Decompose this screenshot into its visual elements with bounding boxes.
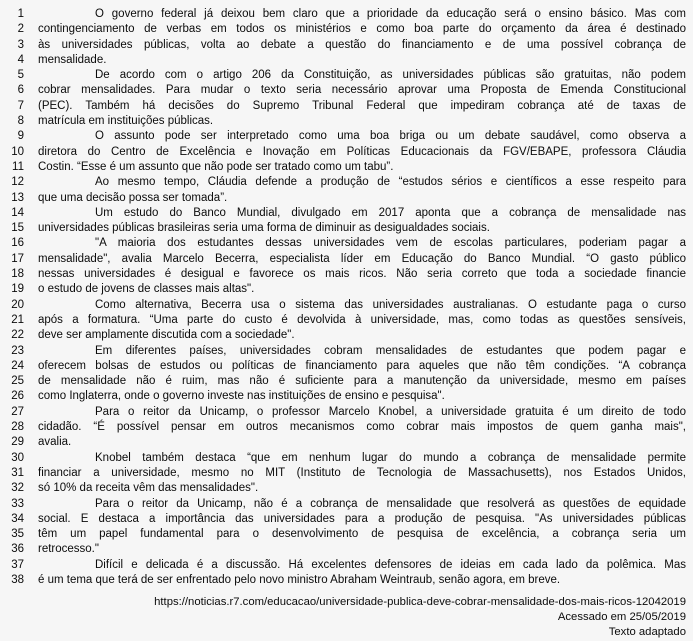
text-line	[0, 374, 693, 389]
text-line	[0, 573, 693, 588]
line-number: 2	[17, 23, 24, 36]
text-line	[0, 420, 693, 435]
line-number: 27	[11, 405, 24, 418]
line-number: 17	[11, 252, 24, 265]
line-text: oferecem bolsas de estudos ou políticas de financiamento para aqueles que não têm condições. “A cobrança	[38, 359, 686, 372]
text-line	[0, 145, 693, 160]
line-number: 21	[11, 313, 24, 326]
line-text: retrocesso."	[38, 543, 99, 556]
text-line	[0, 160, 693, 175]
line-text: Ao mesmo tempo, Cláudia defende a produção de “estudos sérios e científicos a esse respeito para	[95, 176, 686, 189]
line-text: só 10% da receita vêm das mensalidades".	[38, 482, 259, 495]
text-line	[0, 389, 693, 404]
line-number: 18	[11, 268, 24, 281]
text-line	[0, 114, 693, 129]
text-line	[0, 481, 693, 496]
numbered-text-block	[0, 7, 693, 588]
line-number: 4	[17, 53, 24, 66]
text-line	[0, 313, 693, 328]
line-number: 31	[11, 466, 24, 479]
line-text: têm um papel fundamental para o desenvolvimento de pesquisa de excelência, a cobrança seria um	[38, 528, 686, 541]
line-text: diretora do Centro de Excelência e Inovação em Políticas Educacionais da FGV/EBAPE, professora Cláudia	[38, 145, 686, 158]
line-text: é um tema que terá de ser enfrentado pelo novo ministro Abraham Weintraub, senão agora, em breve.	[38, 573, 561, 586]
line-text: de mensalidade não é ruim, mas não é suficiente para a manutenção da universidade, mesmo em países	[38, 375, 686, 388]
text-line	[0, 527, 693, 542]
line-text: Em diferentes países, universidades cobram mensalidades de estudantes que podem pagar e	[95, 344, 686, 357]
text-line	[0, 267, 693, 282]
line-number: 34	[11, 512, 24, 525]
line-text: social. E destaca a importância das universidades para a produção de pesquisa. "As universidades públicas	[38, 512, 686, 525]
line-text: O governo federal já deixou bem claro que a prioridade da educação será o ensino básico. Mas com	[95, 8, 686, 20]
text-line	[0, 68, 693, 83]
text-line	[0, 7, 693, 22]
text-line	[0, 558, 693, 573]
line-number: 3	[17, 38, 24, 51]
text-line	[0, 328, 693, 343]
text-line	[0, 99, 693, 114]
text-line	[0, 175, 693, 190]
line-number: 14	[11, 206, 24, 219]
line-number: 26	[11, 390, 24, 403]
line-number: 13	[11, 191, 24, 204]
line-number: 25	[11, 375, 24, 388]
line-number: 24	[11, 359, 24, 372]
source-footer	[0, 595, 693, 640]
text-line	[0, 542, 693, 557]
source-url: https://noticias.r7.com/educacao/universidade-publica-deve-cobrar-mensalidade-dos-mais-ricos-12042019	[154, 596, 686, 609]
line-text: Para o reitor da Unicamp, não é a cobrança de mensalidade que resolverá as questões de equidade	[95, 497, 686, 510]
text-line	[0, 497, 693, 512]
text-line	[0, 129, 693, 144]
text-line	[0, 83, 693, 98]
line-number: 6	[17, 84, 24, 97]
line-number: 38	[11, 573, 24, 586]
line-number: 23	[11, 344, 24, 357]
text-line	[0, 282, 693, 297]
text-line	[0, 206, 693, 221]
line-number: 10	[11, 145, 24, 158]
line-text: Knobel também destaca “que em nenhum lugar do mundo a cobrança de mensalidade permite	[95, 451, 686, 464]
text-line	[0, 221, 693, 236]
line-text: cidadão. “É possível pensar em outros mecanismos como cobrar mais impostos de quem ganha mais",	[38, 421, 686, 434]
line-text: que uma decisão possa ser tomada”.	[38, 191, 228, 204]
line-text: contingenciamento de verbas em todos os ministérios e como boa parte do orçamento da área é destinado	[38, 23, 686, 36]
line-text: universidades públicas brasileiras seria uma forma de diminuir as desigualdades sociais.	[38, 222, 490, 235]
text-line	[0, 512, 693, 527]
line-text: De acordo com o artigo 206 da Constituição, as universidades públicas são gratuitas, não podem	[95, 69, 686, 82]
line-number: 12	[11, 176, 24, 189]
line-text: como Inglaterra, onde o governo investe nas instituições de ensino e pesquisa".	[38, 390, 445, 403]
line-text: Difícil e delicada é a discussão. Há excelentes defensores de ideias em cada lado da polêmica. Mas	[95, 558, 686, 571]
line-text: O assunto pode ser interpretado como uma boa briga ou um debate saudável, como observa a	[95, 130, 686, 143]
line-text: financiar a universidade, mesmo no MIT (Instituto de Tecnologia de Massachusetts), nos Estados Unidos,	[38, 466, 686, 479]
line-number: 9	[17, 130, 24, 143]
line-number: 11	[12, 160, 24, 173]
line-text: Costin. “Esse é um assunto que não pode ser tratado como um tabu”.	[38, 160, 394, 173]
line-text: cobrar mensalidades. Para mudar o texto seria necessário aprovar uma Proposta de Emenda Constitucional	[38, 84, 686, 97]
line-number: 30	[11, 451, 24, 464]
text-line	[0, 236, 693, 251]
text-line	[0, 359, 693, 374]
line-number: 8	[17, 115, 24, 128]
line-text: "A maioria dos estudantes dessas universidades vem de escolas particulares, poderiam pagar a	[95, 237, 686, 250]
line-number: 1	[17, 8, 24, 20]
line-number: 33	[11, 497, 24, 510]
accessed-date: Acessado em 25/05/2019	[557, 611, 686, 624]
line-number: 5	[17, 69, 24, 82]
line-text: nessas universidades é desigual e favorece os mais ricos. Não seria correto que toda a sociedade financie	[38, 268, 686, 281]
line-number: 35	[11, 528, 24, 541]
text-line	[0, 405, 693, 420]
text-line	[0, 451, 693, 466]
line-number: 29	[11, 436, 24, 449]
line-number: 36	[11, 543, 24, 556]
line-number: 7	[17, 99, 24, 112]
line-text: deve ser amplamente discutida com a sociedade".	[38, 329, 295, 342]
text-line	[0, 435, 693, 450]
text-line	[0, 191, 693, 206]
line-number: 19	[11, 283, 24, 296]
line-text: avalia.	[38, 436, 72, 449]
text-line	[0, 22, 693, 37]
text-line	[0, 53, 693, 68]
line-text: às universidades públicas, volta ao debate a questão do financiamento e de uma possível cobrança de	[38, 38, 686, 51]
text-line	[0, 38, 693, 53]
line-text: após a formatura. “Uma parte do custo é devolvida à universidade, mas, como todas as questões sensíveis,	[38, 313, 686, 326]
text-line	[0, 344, 693, 359]
line-text: matrícula em instituições públicas.	[38, 115, 214, 128]
line-text: Para o reitor da Unicamp, o professor Marcelo Knobel, a universidade gratuita é um direito de todo	[95, 405, 686, 418]
line-text: Como alternativa, Becerra usa o sistema das universidades australianas. O estudante paga o curso	[95, 298, 686, 311]
line-number: 22	[11, 329, 24, 342]
line-number: 20	[11, 298, 24, 311]
adapted-note: Texto adaptado	[608, 626, 686, 639]
text-line	[0, 252, 693, 267]
line-text: Um estudo do Banco Mundial, divulgado em 2017 aponta que a cobrança de mensalidade nas	[95, 206, 686, 219]
line-number: 16	[11, 237, 24, 250]
line-text: o estudo de jovens de classes mais altas".	[38, 283, 255, 296]
line-number: 37	[11, 558, 24, 571]
line-number: 28	[11, 421, 24, 434]
text-line	[0, 298, 693, 313]
line-number: 15	[11, 222, 24, 235]
line-text: (PEC). Também há decisões do Supremo Tribunal Federal que impediram cobrança até de taxas de	[38, 99, 686, 112]
line-number: 32	[11, 482, 24, 495]
line-text: mensalidade", avalia Marcelo Becerra, especialista líder em Educação do Banco Mundial. “O gasto público	[38, 252, 686, 265]
line-text: mensalidade.	[38, 53, 107, 66]
text-line	[0, 466, 693, 481]
